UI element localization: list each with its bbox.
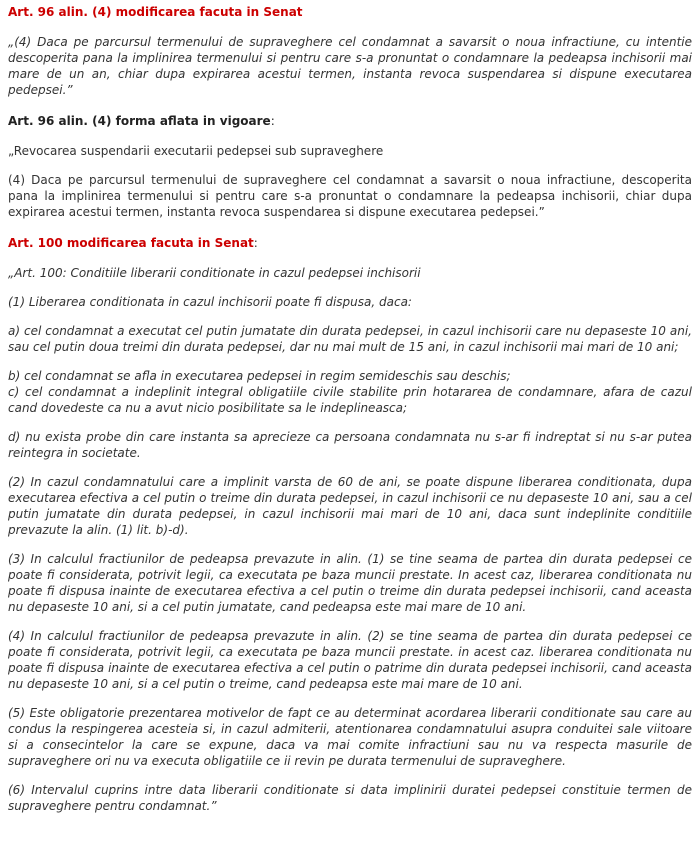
paragraph-art96-vigoare-alin4: (4) Daca pe parcursul termenului de supraveghere cel condamnat a savarsit o noua infractiune, descoperita pana la implinirea termenului si pentru care s-a pronuntat o condamnare la pedeapsa inchisorii, chiar dupa expirarea acestui termen, instanta revoca suspendarea si dispune executarea pedepsei.”	[8, 173, 692, 219]
paragraph-art100-title: „Art. 100: Conditiile liberarii conditionate in cazul pedepsei inchisorii	[8, 266, 421, 280]
paragraph-art96-vigoare-title: „Revocarea suspendarii executarii pedepsei sub supraveghere	[8, 144, 384, 158]
paragraph-art100-alin2: (2) In cazul condamnatului care a implinit varsta de 60 de ani, se poate dispune liberarea conditionata, dupa executarea efectiva a cel putin o treime din durata pedepsei, in cazul inchisorii ce nu depaseste 10 ani, sau a cel putin jumatate din durata pedepsei, in cazul inchisorii mai mari de 10 ani, daca sunt indeplinite conditiile prevazute la alin. (1) lit. b)-d).	[8, 475, 692, 537]
paragraph-art100-alin5: (5) Este obligatorie prezentarea motivelor de fapt ce au determinat acordarea liberarii conditionate sau care au condus la respingerea acesteia si, in cazul admiterii, atentionarea condamnatului asupra conduitei sale viitoare si a consecintelor la care se expune, daca va mai comite infractiuni sau nu va respecta masurile de supraveghere ori nu va executa obligatiile ce ii revin pe durata termenului de supraveghere.	[8, 706, 692, 768]
paragraph-art100-alin1: (1) Liberarea conditionata in cazul inchisorii poate fi dispusa, daca:	[8, 295, 412, 309]
paragraph-art100-lit-d: d) nu exista probe din care instanta sa aprecieze ca persoana condamnata nu s-ar fi indreptat si nu s-ar putea reintegra in societate.	[8, 430, 692, 460]
paragraph-art100-alin6: (6) Intervalul cuprins intre data liberarii conditionate si data implinirii duratei pedepsei constituie termen de supraveghere pentru condamnat.”	[8, 783, 692, 813]
paragraph-art96-senat: „(4) Daca pe parcursul termenului de supraveghere cel condamnat a savarsit o noua infractiune, cu intentie descoperita pana la implinirea termenului si pentru care s-a pronuntat o condamnare la pedeapsa inchisorii mai mare de un an, chiar dupa expirarea acestui termen, instanta revoca suspendarea si dispune executarea pedepsei.”	[8, 35, 692, 97]
paragraph-art100-lit-a: a) cel condamnat a executat cel putin jumatate din durata pedepsei, in cazul inchisorii care nu depaseste 10 ani, sau cel putin doua treimi din durata pedepsei, dar nu mai mult de 15 ani, in cazul inchisorii mai mari de 10 ani;	[8, 324, 692, 354]
section-heading-art96-vigoare: Art. 96 alin. (4) forma aflata in vigoare:	[8, 114, 275, 128]
section-heading-art100-senat: Art. 100 modificarea facuta in Senat:	[8, 236, 258, 250]
paragraph-art100-lit-c: c) cel condamnat a indeplinit integral obligatiile civile stabilite prin hotararea de condamnare, afara de cazul cand dovedeste ca nu a avut nicio posibilitate sa le indeplineasca;	[8, 385, 692, 415]
paragraph-art100-alin4: (4) In calculul fractiunilor de pedeapsa prevazute in alin. (2) se tine seama de partea din durata pedepsei ce poate fi considerata, potrivit legii, ca executata pe baza muncii prestate. in acest caz. liberarea conditionata nu poate fi dispusa inainte de executarea efectiva a cel putin o patrime din durata pedepsei inchisorii, cand aceasta nu depaseste 10 ani, si a cel putin o treime, cand pedeapsa este mai mare de 10 ani.	[8, 629, 692, 691]
paragraph-art100-alin3: (3) In calculul fractiunilor de pedeapsa prevazute in alin. (1) se tine seama de partea din durata pedepsei ce poate fi considerata, potrivit legii, ca executata pe baza muncii prestate. In acest caz, liberarea conditionata nu poate fi dispusa inainte de executarea efectiva a cel putin o treime din durata pedepsei inchisorii, cand aceasta nu depaseste 10 ani, si a cel putin jumatate, cand pedeapsa este mai mare de 10 ani.	[8, 552, 692, 614]
paragraph-art100-lit-b: b) cel condamnat se afla in executarea pedepsei in regim semideschis sau deschis;	[8, 369, 511, 383]
section-heading-art96-senat: Art. 96 alin. (4) modificarea facuta in Senat	[8, 5, 303, 19]
